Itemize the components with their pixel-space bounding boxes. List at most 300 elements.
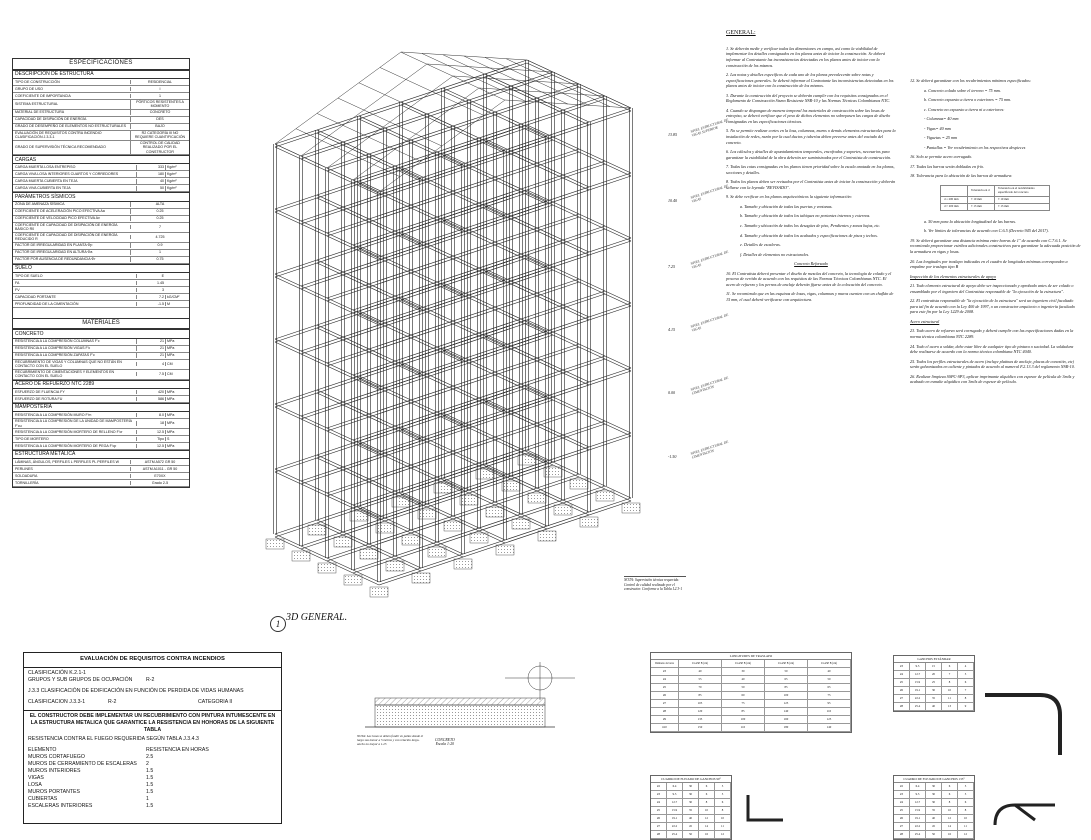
section-estructura: DESCRIPCIÓN DE ESTRUCTURA <box>13 70 189 79</box>
spec-unit: MPa <box>165 397 189 401</box>
grid-cell: #3 <box>894 791 910 799</box>
grid-cell: 6 <box>942 663 958 671</box>
spec-row <box>13 287 189 294</box>
spec-label: CARGA VIVA CUBIERTA EN TEJA <box>15 186 71 191</box>
fire-hours: 1 <box>146 796 149 803</box>
note-item: 17. Todas las barras serán dobladas en frío. <box>910 163 985 169</box>
detail-note: NOTA: Las losas se deben fundir en paños donde el largo sea menor a 5 metros y con relación largo-ancho no mayor a 1.25 <box>357 734 424 747</box>
grid-cell: 150 <box>679 724 722 732</box>
spec-label: GRADO DE DESEMPEÑO DE ELEMENTOS NO ESTRUCTURALES <box>15 124 126 129</box>
spec-value: 0.25 <box>130 209 189 213</box>
spec-row <box>13 473 189 480</box>
grid-cell: 50 <box>683 831 699 839</box>
fire-row <box>28 796 277 803</box>
grid-cell: 40 <box>808 668 851 676</box>
spec-value: 420 <box>136 390 165 394</box>
spec-label: RESISTENCIA A LA COMPRESIÓN MORTERO DE RELLENO F'cr <box>15 429 123 434</box>
spec-label: FACTOR POR AUSENCIA DE REDUNDANCIA Φr <box>15 257 96 262</box>
spec-label: FACTOR DE IRREGULARIDAD EN PLANTA Φp <box>15 243 93 248</box>
spec-unit: MPa <box>165 413 189 417</box>
footing <box>434 483 452 493</box>
spec-value: 4.725 <box>130 235 189 239</box>
spec-row <box>13 209 189 216</box>
spec-unit: CM <box>165 372 189 376</box>
grid-cell: #4 <box>651 676 679 684</box>
grid-cell: 30 <box>683 799 699 807</box>
spec-row <box>13 86 189 93</box>
spec-value: 3 <box>136 288 165 292</box>
grid-cell: 22.2 <box>667 823 683 831</box>
note-item: 26. Realizar limpieza SSPC-SP3, aplicar imprimante alquídico con espesor de película de 3mils y acabado en esmalte alquídico con 3mils de espesor de película. <box>910 373 1075 385</box>
spec-row <box>13 360 189 370</box>
occupancy-value: R-2 <box>146 676 155 683</box>
note-item: - Viguetas = 25 mm <box>924 135 957 141</box>
grid-cell: 12.7 <box>910 671 926 679</box>
spec-row <box>13 443 189 450</box>
grid-cell: #10 <box>651 724 679 732</box>
level-value: 10.40 <box>668 198 677 203</box>
fire-row <box>28 754 277 761</box>
flejado-90-table <box>650 775 732 840</box>
category-value: CATEGORIA II <box>198 698 233 705</box>
grid-cell: #8 <box>651 708 679 716</box>
detail-title <box>435 738 455 746</box>
spec-label: COEFICIENTE DE ACELERACIÓN PICO EFECTIVA Aa <box>15 209 105 214</box>
grid-cell: #3 <box>894 663 910 671</box>
materiales-title: MATERIALES <box>13 318 189 330</box>
grid-cell: 10 <box>942 687 958 695</box>
spec-unit: Kg/m² <box>165 165 189 169</box>
spec-value: 333 <box>136 165 165 169</box>
note-item: a. 50 mm para la ubicación longitudinal de las barras. <box>924 218 1017 224</box>
footing <box>318 563 336 573</box>
slab-top <box>375 698 545 705</box>
general-heading: GENERAL: <box>726 30 756 36</box>
general-items <box>726 46 896 257</box>
note-item: b. Concreto expuesto a tierra o exteriores = 75 mm. <box>924 97 1012 103</box>
estructura-rows <box>13 79 189 155</box>
grid-cell: 30 <box>926 687 942 695</box>
grid-cell: 180 <box>765 724 808 732</box>
grid-cell: 60 <box>722 692 765 700</box>
fire-title: EVALUACIÓN DE REQUISITOS CONTRA INCENDIOS <box>24 653 281 668</box>
classification-label: CLASIFICACION J.3.3-1 <box>28 698 86 705</box>
grid-cell: 40 <box>679 668 722 676</box>
spec-unit: MPa <box>165 339 189 343</box>
grid-cell: 19.1 <box>910 815 926 823</box>
level-value: 4.15 <box>668 327 675 332</box>
grid-cell: 13 <box>942 703 958 711</box>
footing <box>502 481 520 491</box>
spec-value: ALTA <box>130 202 189 206</box>
grid-cell: #5 <box>651 684 679 692</box>
grid-cell: 30 <box>683 783 699 791</box>
spec-label: SOLDADURA <box>15 473 38 478</box>
spec-label: COEFICIENTE DE VELOCIDAD PICO EFECTIVA Av <box>15 216 100 221</box>
grid-cell: 75 <box>722 700 765 708</box>
level-name: NIVEL ESTRUCTURAL DE CIMENTACIÓN <box>690 375 729 396</box>
grid-cell: 22.2 <box>910 695 926 703</box>
grid-cell: 50 <box>765 668 808 676</box>
spec-label: GRADO DE SUPERVISIÓN TÉCNICA RECOMENDADO <box>15 145 106 150</box>
fire-row <box>28 761 277 768</box>
note-item: 16. Solo se permite acero corrugado. <box>910 154 973 160</box>
grid-cell: 15.9 <box>910 679 926 687</box>
spec-value: 12.5 <box>136 444 165 448</box>
note-item: e. Detalles de escaleras. <box>740 242 781 248</box>
spec-label: FA <box>15 280 20 285</box>
view-caption: 3D GENERAL. <box>286 612 348 623</box>
note-item: 10. El Contratista deberá presentar el diseño de mezclas del concreto, la tecnología de colado y el proceso de vertido de acuerdo con los requisitos de las Normas Técnicas Colombianas NTC. El acero de refuerzo y los pernos de anclaje deberán fijarse antes de la colocación del concreto. <box>726 270 892 287</box>
section-concreto: CONCRETO <box>13 329 189 338</box>
grid-cell: 10 <box>958 815 974 823</box>
roof-purlin <box>338 98 442 146</box>
section-suelo: SUELO <box>13 264 189 273</box>
spec-label: CAPACIDAD DE DISIPACIÓN DE ENERGÍA <box>15 117 87 122</box>
spec-value: 8.0 <box>136 413 165 417</box>
grid-cell: 12 <box>958 831 974 839</box>
spec-label: MATERIAL DE ESTRUCTURA <box>15 110 65 115</box>
spec-value: DES <box>130 117 189 121</box>
spec-label: COEFICIENTE DE CAPACIDAD DE DISIPACIÓN DE ENERGÍA REDUCIDO R <box>15 232 118 242</box>
spec-value: 21 <box>136 353 165 357</box>
fire-hours: 1.5 <box>146 803 154 810</box>
grid-cell: 11 <box>958 823 974 831</box>
spec-value: 50 <box>136 186 165 190</box>
grid-cell: #5 <box>651 807 667 815</box>
spec-label: RESISTENCIA A LA COMPRESIÓN VIGAS F'c <box>15 346 91 351</box>
tol-cell: ± 13 mm <box>968 203 995 210</box>
grid-cell: 9.5 <box>910 663 926 671</box>
note-item: 25. Todos los perfiles estructurales de acero (incluye platinas de anclaje, placas de conexión, etc) serán galvanizados en caliente y pintados de acuerdo al numeral F.2.13.3 del reglamento NSR-10. <box>910 358 1075 370</box>
grid-cell: #6 <box>651 692 679 700</box>
grid-cell: #8 <box>894 703 910 711</box>
grid-cell: 30 <box>722 668 765 676</box>
note-item: c. Concreto no expuesto a tierra ni a exteriores: <box>924 106 1005 112</box>
grid-cell: 11 <box>942 695 958 703</box>
sub-concreto: Concreto Reforzado <box>794 261 828 267</box>
traslapo-grid <box>651 660 851 732</box>
footing <box>392 497 410 507</box>
grid-cell: 12 <box>715 831 731 839</box>
note-item: 24. Todo el acero a soldar, debe estar libre de cualquier tipo de pintura o suciedad. La soldadura debe realizarse de acuerdo con la norma técnica colombiana NTC 4040. <box>910 343 1074 355</box>
level-name: NIVEL ESTRUCTURAL DE VIGAS SUPERIOR <box>690 117 729 138</box>
spec-value: CONTROL DE CALIDAD REALIZADO POR EL CONSTRUCTOR <box>130 141 189 154</box>
grid-cell: 30 <box>926 799 942 807</box>
general-notes-2 <box>910 78 1082 389</box>
spec-unit: MPa <box>165 444 189 448</box>
spec-value: 1.45 <box>136 281 165 285</box>
fire-row <box>28 768 277 775</box>
fire-rows <box>28 754 277 810</box>
level-value: 13.85 <box>668 132 677 137</box>
note-item: 2. Las notas y detalles específicos de cada uno de los planos prevalecerán sobre notas y especificaciones generales. Se deberá informar al Contratante las inconsistencias detectadas en los planos antes de iniciar con la construcción de los mismos. <box>726 72 894 89</box>
grid-cell: 8 <box>958 807 974 815</box>
spec-row <box>13 339 189 346</box>
grid-head: CLASE B (cm) <box>765 660 808 668</box>
g90-title: CUADRO DE FLEJADO DE GANCHOS 90° <box>651 776 731 783</box>
note-item: 23. Todo acero de refuerzo será corrugado y deberá cumplir con las especificaciones dadas en la norma técnica colombiana NTC 2289. <box>910 328 1074 340</box>
grid-cell: 19.1 <box>910 687 926 695</box>
grid-head: CLASE B (cm) <box>679 660 722 668</box>
col-resistencia: RESISTENCIA EN HORAS <box>146 746 209 753</box>
grid-cell: 10 <box>942 807 958 815</box>
grid-cell: 5 <box>715 783 731 791</box>
note-item: 8. Todos los planos deben ser revisados por el Contratista antes de iniciar la construcción y deberán sellarse con la leyenda "REVISADO". <box>726 179 896 190</box>
spec-label: RESISTENCIA A LA COMPRESIÓN MORTERO DE PEGA F'cp <box>15 443 117 448</box>
spec-row <box>13 243 189 250</box>
sub-inspeccion: Inspección de los elementos estructurales de apoyo <box>910 273 997 279</box>
spec-label: EVALUACIÓN DE REQUISITOS CONTRA INCENDIO CLASIFICACIÓN J.3.3-1 <box>15 130 102 140</box>
fire-line-6: RESISTENCIA CONTRA EL FUEGO REQUERIDA SEGÚN TABLA J.3.4.3 <box>28 735 199 742</box>
spec-row <box>13 216 189 223</box>
detail-concreto: CONCRETO <box>435 738 455 742</box>
spec-unit: MPa <box>165 430 189 434</box>
grid-cell: #9 <box>651 716 679 724</box>
grid-cell: 19.1 <box>667 815 683 823</box>
grid-cell: 110 <box>722 724 765 732</box>
spec-value: PÓRTICOS RESISTENTES A MOMENTO <box>130 100 189 109</box>
note-item: 22. El contratista responsable de "la ejecución de la estructura" será un ingeniero civil facultado para tal fin de acuerdo con la Ley 400 de 1997, o un constructor arquitecto o ingeniería facultado para este fin por la Ley 1229 de 2008. <box>910 298 1075 315</box>
spec-value: 12.5 <box>136 430 165 434</box>
spec-row <box>13 389 189 396</box>
footing <box>444 521 462 531</box>
level-name: NIVEL ESTRUCTURAL DE VIGAS <box>690 312 729 333</box>
spec-label: COEFICIENTE DE CAPACIDAD DE DISIPACIÓN DE ENERGÍA BÁSICO R0 <box>15 222 118 232</box>
fire-hours: 1.5 <box>146 775 154 781</box>
grid-cell: 20 <box>926 671 942 679</box>
concreto-rows <box>13 339 189 380</box>
footing <box>334 537 352 547</box>
spec-label: RECUBRIMIENTO DE CIMENTACIONES Y ELEMENTOS EN CONTACTO CON EL SUELO <box>15 369 115 379</box>
grid-cell: 85 <box>722 708 765 716</box>
grid-cell: 140 <box>765 708 808 716</box>
footing <box>412 573 430 583</box>
section-mamposteria: MAMPOSTERÍA <box>13 403 189 412</box>
spec-row <box>13 171 189 178</box>
fire-element: MUROS DE CERRAMIENTO DE ESCALERAS <box>28 760 137 767</box>
note-item: 20. Las longitudes por traslapo indicadas en el cuadro de longitudes mínimas corresponden a empalme por traslapo tipo B <box>910 258 1068 270</box>
note-item: c. Tamaño y ubicación de todos los desagües de piso, Pendientes y zonas bajas, etc. <box>740 223 881 229</box>
grid-cell: 8 <box>942 799 958 807</box>
spec-label: CARGA MUERTA CUBIERTA EN TEJA <box>15 179 78 184</box>
spec-row <box>13 257 189 264</box>
grid-cell: 12.7 <box>910 799 926 807</box>
fire-element: MUROS PORTANTES <box>28 789 80 796</box>
spec-value: 586 <box>136 397 165 401</box>
grid-cell: 5 <box>958 783 974 791</box>
grid-cell: 16 <box>942 831 958 839</box>
spec-unit: CM <box>165 362 189 366</box>
spec-row <box>13 370 189 380</box>
spec-row <box>13 178 189 185</box>
spec-value: 18 <box>136 421 165 425</box>
view-number: 1 <box>270 616 286 632</box>
section-acero: ACERO DE REFUERZO NTC 2289 <box>13 380 189 389</box>
spec-unit: MPa <box>165 353 189 357</box>
grid-cell: #7 <box>651 700 679 708</box>
level-name: NIVEL ESTRUCTURAL DE VIGAS <box>690 183 729 204</box>
grid-cell: 8 <box>715 807 731 815</box>
spec-row <box>13 429 189 436</box>
footing <box>454 559 472 569</box>
grid-cell: #2 <box>894 783 910 791</box>
grid-cell: 105 <box>679 700 722 708</box>
note-item: 19. Se deberá garantizar una distancia mínima entre barras de 1" de acuerdo con C.7.6.1. Se recomienda proporcionar estribos adicionales constructivos para garantizar la adecuada posición de la armadura en vigas y losas. <box>910 237 1081 255</box>
spec-unit: S <box>165 437 189 441</box>
grid-cell: #5 <box>894 807 910 815</box>
spec-label: PROFUNDIDAD DE LA CIMENTACIÓN <box>15 301 79 306</box>
fire-line-1: CLASIFICACIÓN K.2.1-1 <box>28 669 86 676</box>
footing <box>350 511 368 521</box>
spec-label: GRUPO DE USO <box>15 86 43 91</box>
g135-grid <box>894 783 974 839</box>
sismicos-rows <box>13 202 189 264</box>
grid-cell: 70 <box>679 684 722 692</box>
note-item: f. Detalles de elementos no estructurales. <box>740 251 810 257</box>
grid-cell: 10 <box>715 815 731 823</box>
grid-cell: 30 <box>683 791 699 799</box>
note-item: 9. Se debe verificar en los planos arquitectónicos la siguiente información: <box>726 194 853 200</box>
section-metal: ESTRUCTURA METÁLICA <box>13 450 189 459</box>
fire-hours: 1.5 <box>146 767 154 774</box>
grid-cell: 7 <box>942 671 958 679</box>
grid-cell: #6 <box>651 815 667 823</box>
spec-label: ESFUERZO DE FLUENCIA FY <box>15 389 65 394</box>
grid-cell: 140 <box>808 724 851 732</box>
grid-cell: 45 <box>926 823 942 831</box>
tol-cell: d ≤ 200 mm <box>941 196 968 203</box>
grid-cell: #4 <box>894 671 910 679</box>
grid-cell: 35 <box>926 807 942 815</box>
roof-rafter <box>275 52 401 144</box>
tol-head-cell <box>941 186 968 197</box>
grid-cell: #7 <box>894 695 910 703</box>
note-item: - Vigas= 40 mm <box>924 125 951 131</box>
fire-hours: 2.5 <box>146 753 154 760</box>
grid-cell: 50 <box>926 831 942 839</box>
footing <box>496 545 514 555</box>
acero-rows <box>13 389 189 403</box>
spec-value: 7.2 <box>136 295 165 299</box>
spec-label: LÁMINAS, ÁNGULOS, PERFILES L PERFILES PL PERFILES W <box>15 459 119 464</box>
grid-cell: 45 <box>683 823 699 831</box>
tol-cell: ± 10 mm <box>968 196 995 203</box>
footing <box>292 551 310 561</box>
note-item: b. Tamaño y ubicación de todos los tabiques no portantes internos y externos. <box>740 213 871 219</box>
tol-head-cell: Tolerancia en el recubrimiento especificado del concreto <box>995 186 1050 197</box>
grid-cell: 4 <box>958 663 974 671</box>
footing <box>460 495 478 505</box>
spec-unit: MPa <box>165 421 189 425</box>
grid-cell: #3 <box>651 791 667 799</box>
spec-value: 40 <box>136 179 165 183</box>
hook-135-bar <box>995 805 1055 825</box>
grid-cell: #8 <box>651 831 667 839</box>
grid-cell: 15 <box>926 663 942 671</box>
spec-value: CONCRETO <box>130 110 189 114</box>
spec-value: 1 <box>130 94 189 98</box>
grid-cell: 75 <box>808 692 851 700</box>
slab-section <box>375 705 545 727</box>
grid-cell: 12 <box>699 815 715 823</box>
grid-cell: 5 <box>958 791 974 799</box>
spec-label: COEFICIENTE DE IMPORTANCIA <box>15 93 71 98</box>
grid-cell: #2 <box>651 783 667 791</box>
roof-rafter <box>401 52 527 60</box>
note-item: 3. Durante la construcción del proyecto se deberán cumplir con los requisitos consignados en el Reglamento de Construcción Sismo Resistente NSR-10 y las Normas Técnicas Colombianas NTC. <box>726 92 891 104</box>
spec-row <box>13 412 189 419</box>
grid-cell: 40 <box>926 703 942 711</box>
footing <box>418 509 436 519</box>
tol-row <box>941 196 1050 203</box>
grid-cell: 65 <box>808 684 851 692</box>
notes-12-18 <box>910 78 1082 179</box>
note-item: 4. Cuando se dispongan de manera temporal los materiales de construcción sobre las losas de entrepiso, se deberá verificar que el peso de dichos elementos no sobrepasen las cargas de diseño consignadas en las especificaciones técnicas. <box>726 107 891 124</box>
grid-cell: 30 <box>926 783 942 791</box>
ganchos-grid <box>894 663 974 711</box>
grid-cell: 40 <box>683 815 699 823</box>
fire-element: VIGAS <box>28 775 44 781</box>
grid-cell: 25.4 <box>910 831 926 839</box>
grid-cell: 9 <box>958 703 974 711</box>
hook-90-diagram <box>738 790 798 830</box>
spec-label: RECUBRIMIENTO DE VIGAS Y COLUMNAS QUE NO ESTÁN EN CONTACTO CON EL SUELO <box>15 359 122 369</box>
grid-cell: 9.5 <box>910 791 926 799</box>
note-item: 6. Los cálculos y detalles de apuntalamientos temporales, encofrados y soportes, necesarios para garantizar la estabilidad de la obra deberán ser suministrados por el Contratista de construcción. <box>726 149 892 160</box>
spec-value: 21 <box>136 346 165 350</box>
note-item: 11. Se recomienda que en las esquinas de losas, vigas, columnas y muros cuenten con un chaflán de 15 mm, el cual deberá verificarse con arquitectura. <box>726 291 894 302</box>
spec-row <box>13 294 189 301</box>
note-item: d. Tamaño y ubicación de todos los acabados y especificaciones de pisos y techos. <box>740 232 878 238</box>
grid-cell: 12 <box>942 815 958 823</box>
grid-cell: 6 <box>958 799 974 807</box>
grid-cell: 5 <box>958 671 974 679</box>
traslapo-table <box>650 652 852 733</box>
note-item: 5. No se permite realizar cortes en la losa, columnas, muros o demás elementos estructurales para la instalación de redes, razón por la cual ductos y tuberías deben preverse antes del vaciado del concreto. <box>726 128 896 145</box>
footing <box>486 507 504 517</box>
level-value: -1.50 <box>668 454 677 459</box>
fire-hours: 1.5 <box>146 789 154 796</box>
spec-label: TORNILLERÍA <box>15 480 39 485</box>
spec-row <box>13 301 189 308</box>
footing <box>386 561 404 571</box>
grid-cell: #7 <box>894 823 910 831</box>
fire-element: LOSA <box>28 782 42 789</box>
spec-row <box>13 202 189 209</box>
grid-cell: 6 <box>715 799 731 807</box>
general-notes <box>726 30 896 307</box>
tol-row <box>941 203 1050 210</box>
spec-label: RESISTENCIA A LA COMPRESIÓN COLUMNAS F'c <box>15 339 100 344</box>
spec-value: 7.5 <box>136 372 165 376</box>
spec-row <box>13 396 189 403</box>
footing <box>370 587 388 597</box>
grid-cell: 85 <box>679 692 722 700</box>
grid-cell: 40 <box>722 676 765 684</box>
fire-row <box>28 789 277 796</box>
grid-cell: 16 <box>699 831 715 839</box>
spec-unit: MPa <box>165 390 189 394</box>
note-item: a. Concreto colado sobre el terreno = 75 mm. <box>924 87 1001 93</box>
grid-head: CLASE B (cm) <box>722 660 765 668</box>
note-item: 1. Se deberán medir y verificar todas las dimensiones en campo, así como la viabilidad de implementar los detalles consignados en los planos antes de iniciar la construcción. Se deberá informar al Contratante las inconsistencias detectadas en los planos antes de iniciar con la construcción de los mismos. <box>726 45 886 68</box>
footing <box>622 503 640 513</box>
spec-label: FACTOR DE IRREGULARIDAD EN ALTURA Φa <box>15 250 93 255</box>
spec-value: -1.5 <box>136 302 165 306</box>
grid-cell: 6.4 <box>910 783 926 791</box>
level-name: NIVEL ESTRUCTURAL DE CIMENTACIÓN <box>690 439 729 460</box>
